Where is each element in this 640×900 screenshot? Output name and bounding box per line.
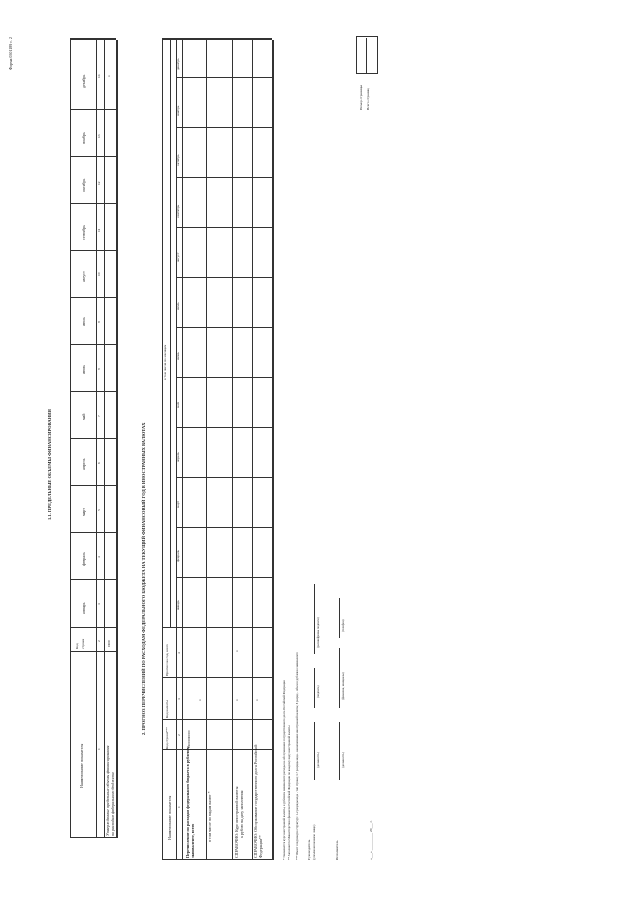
t1-colnum: 6 — [97, 462, 101, 464]
signature-executor-label: Исполнитель — [335, 840, 339, 860]
sig-caption-decryption: (расшифровка подписи) — [316, 617, 320, 648]
t2-row1-code: 0100000000 — [187, 730, 191, 748]
t1-colnum: 4 — [97, 556, 101, 558]
t1-colnum: 5 — [97, 509, 101, 511]
t1-month-nov: ноябрь — [81, 132, 86, 144]
t1-colnum: 11 — [97, 228, 101, 232]
page-total-label: Всего страниц — [366, 88, 370, 110]
t1-colnum: 10 — [97, 272, 101, 276]
t2-row3-label: СПРАВОЧНО: Курс иностранной валюты — [234, 786, 239, 858]
t2-month-aug: август — [176, 252, 180, 262]
signature-head-label-2: (уполномоченное лицо) — [312, 824, 316, 860]
t1-month-jan: январь — [81, 602, 86, 614]
signature-date: «___» __________ 20___ г. — [369, 820, 373, 860]
sig-caption-position-2: (должность) — [341, 752, 345, 768]
t1-colnum: 1 — [97, 748, 101, 750]
t1-month-aug: август — [81, 271, 86, 282]
t2-row1-label: Перечисление по расходам федерального бюджета в рублевом — [185, 746, 190, 858]
page-number-label: Номер страницы — [359, 84, 363, 110]
t1-month-mar: март — [81, 508, 86, 516]
t2-month-jul: июль — [176, 302, 180, 310]
t2-month-apr: апрель — [176, 451, 180, 462]
t2-month-feb: февраль — [176, 549, 180, 562]
t2-colnum: 4 — [177, 652, 181, 654]
t1-row-label: Утвержденные предельные объемы финансирования — [105, 745, 110, 836]
t1-colnum: 8 — [97, 368, 101, 370]
t1-header-code: Код — [75, 643, 79, 649]
t2-month-mar: март — [176, 501, 180, 508]
t2-row4-label: СПРАВОЧНО: Обслуживание государственного долга Российской — [253, 744, 258, 858]
footnote-3: *** Имеет следующую структуру: 1-2 разряды кода - тип строки; 3-7 разряды кода - наименование иностранной валюты; 8 разряд - объем в рублевом эквиваленте — [295, 652, 299, 860]
footnote-2: ** Заполняется Министерством финансов Российской Федерации по каждому виду иностранной валюты — [287, 725, 291, 860]
t2-row1-label-2: эквиваленте, всего — [190, 823, 195, 858]
form-number: Форма 0501189 с. 2 — [8, 36, 13, 70]
footnote-1: * Указывается курс иностранной валюты, в рублевом эквиваленте расходы на обслуживание государственного долга Российской Федерации — [282, 680, 286, 860]
t1-colnum: 7 — [97, 415, 101, 417]
t2-month-nov: ноябрь — [176, 105, 180, 116]
t1-header-code-2: строки — [81, 638, 85, 649]
signature-head-label: Руководитель — [307, 839, 311, 860]
t1-colnum: 12 — [97, 181, 101, 185]
t2-header-name: Наименование показателя — [167, 795, 172, 840]
t1-colnum: 2 — [97, 640, 101, 642]
t2-header-currency-code: Код валюты — [165, 700, 169, 718]
t1-row-label-2: по расходам федерального бюджета — [110, 772, 115, 836]
t2-colnum: 3 — [177, 698, 181, 700]
sig-caption-phone: (телефон) — [341, 619, 345, 632]
t1-month-dec: декабрь — [81, 74, 86, 88]
t2-month-oct: октябрь — [176, 154, 180, 166]
t2-row3-x: х — [235, 699, 239, 701]
t1-month-sep: сентябрь — [81, 224, 86, 240]
t1-colnum: 3 — [97, 603, 101, 605]
t2-header-forecast-year: Прогноз на год, всего — [165, 643, 169, 676]
t1-month-may: май — [81, 413, 86, 420]
t2-row1-x: х — [198, 699, 202, 701]
t1-month-apr: апрель — [81, 458, 86, 470]
t1-month-oct: октябрь — [81, 178, 86, 192]
sig-caption-fio: (фамилия, инициалы) — [341, 672, 345, 700]
t2-row3-label-2: к рублю на дату заполнения — [239, 790, 244, 838]
t2-month-dec: декабрь — [176, 58, 180, 70]
t1-month-jul: июль — [81, 317, 86, 326]
t1-month-jun: июнь — [81, 364, 86, 374]
t2-month-jun: июнь — [176, 352, 180, 360]
section-1-title: 1.1. ПРЕДЕЛЬНЫЕ ОБЪЕМЫ ФИНАНСИРОВАНИЯ — [47, 409, 52, 520]
t2-row4-label-2: Федерации** — [258, 835, 263, 858]
t2-row4-x: х — [255, 699, 259, 701]
t2-header-incl-months: в том числе по месяцам — [163, 344, 167, 380]
t1-header-name: Наименование показателя — [79, 743, 84, 788]
t2-month-may: май — [176, 402, 180, 408]
sig-caption-position: (должность) — [316, 752, 320, 768]
t1-month-feb: февраль — [81, 552, 86, 566]
t1-colnum: 14 — [97, 74, 101, 78]
t2-colnum: 2 — [177, 734, 181, 736]
t2-month-jan: январь — [176, 600, 180, 610]
t2-row2-label: в том числе по видам валют * — [207, 791, 212, 842]
t2-header-code-row: Код строки*** — [165, 727, 169, 749]
t1-colnum: 13 — [97, 134, 101, 138]
section-2-title: 2. ПРОГНОЗ ПЕРЕЧИСЛЕНИЙ ПО РАСХОДАМ ФЕДЕРАЛЬНОГО БЮДЖЕТА НА ТЕКУЩИЙ ФИНАНСОВЫЙ ГОД В ИНОСТРАННЫХ ВАЛЮТАХ — [141, 422, 146, 735]
sig-caption-signature: (подпись) — [316, 685, 320, 698]
t2-colnum: 1 — [177, 806, 181, 808]
t1-row-code: 0100 — [107, 640, 111, 647]
t1-row-x: х — [107, 75, 111, 77]
t2-row3-x2: х — [235, 650, 239, 652]
t1-colnum: 9 — [97, 321, 101, 323]
t2-month-sep: сентябрь — [176, 204, 180, 218]
page-number-box — [356, 36, 378, 74]
